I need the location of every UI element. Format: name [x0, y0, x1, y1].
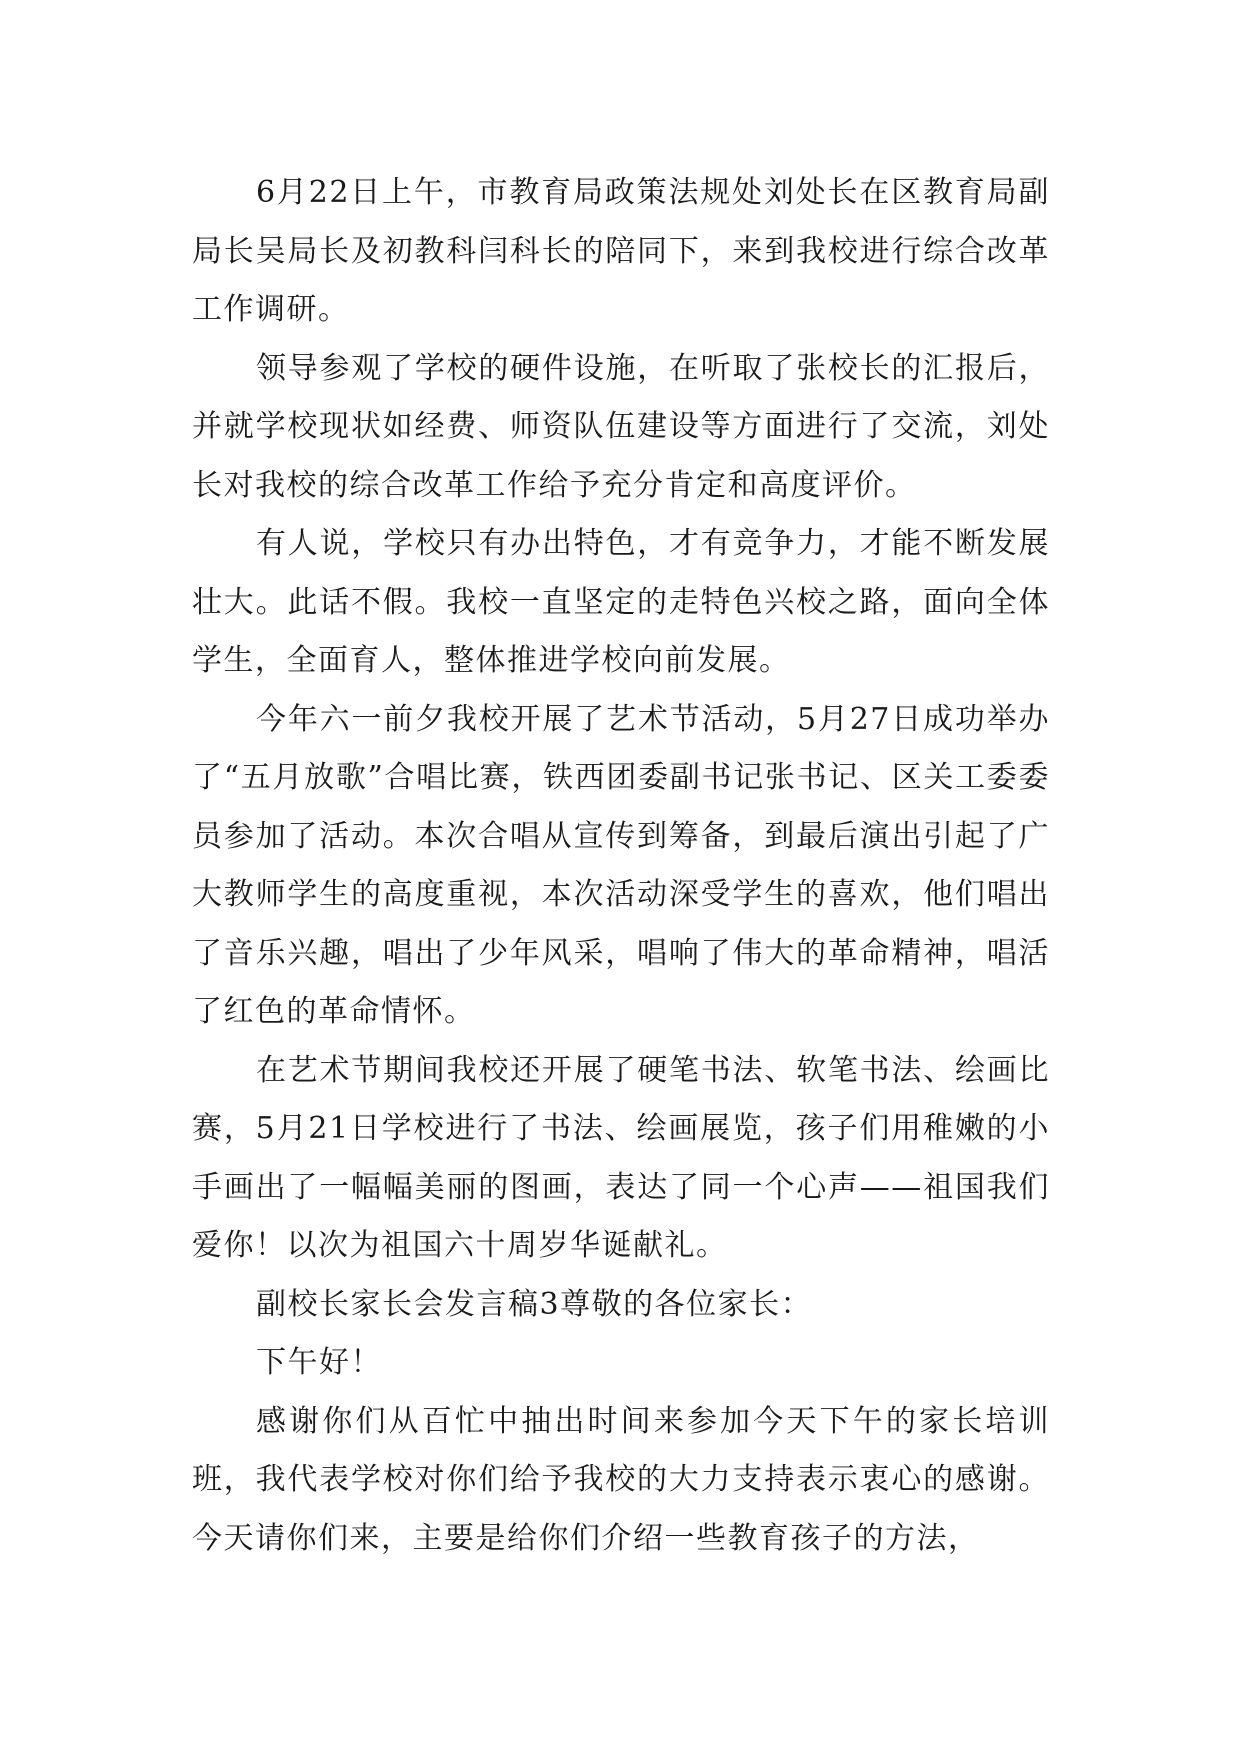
paragraph-visit: 6月22日上午，市教育局政策法规处刘处长在区教育局副局长吴局长及初教科闫科长的陪同下，来到我校进行综合改革工作调研。 [192, 175, 1050, 327]
paragraph-greeting: 下午好！ [256, 1345, 382, 1380]
paragraph-art-festival: 在艺术节期间我校还开展了硬笔书法、软笔书法、绘画比赛，5月21日学校进行了书法、绘画展览，孩子们用稚嫩的小手画出了一幅幅美丽的图画，表达了同一个心声——祖国我们爱你！以次为祖国六十周岁华诞献礼。 [192, 1052, 1050, 1263]
document-body [192, 164, 1050, 1568]
paragraph-speech-title: 副校长家长会发言稿3尊敬的各位家长： [256, 1286, 813, 1322]
paragraph-school-features: 有人说，学校只有办出特色，才有竞争力，才能不断发展壮大。此话不假。我校一直坚定的走特色兴校之路，面向全体学生，全面育人，整体推进学校向前发展。 [192, 526, 1050, 678]
paragraph-thanks: 感谢你们从百忙中抽出时间来参加今天下午的家长培训班，我代表学校对你们给予我校的大力支持表示衷心的感谢。今天请你们来，主要是给你们介绍一些教育孩子的方法， [192, 1403, 1050, 1556]
paragraph-choir-contest: 今年六一前夕我校开展了艺术节活动，5月27日成功举办了“五月放歌”合唱比赛，铁西团委副书记张书记、区关工委委员参加了活动。本次合唱从宣传到筹备，到最后演出引起了广大教师学生的高度重视，本次活动深受学生的喜欢，他们唱出了音乐兴趣，唱出了少年风采，唱响了伟大的革命精神，唱活了红色的革命情怀。 [192, 701, 1050, 1029]
paragraph-inspection: 领导参观了学校的硬件设施，在听取了张校长的汇报后，并就学校现状如经费、师资队伍建设等方面进行了交流，刘处长对我校的综合改革工作给予充分肯定和高度评价。 [192, 350, 1050, 503]
